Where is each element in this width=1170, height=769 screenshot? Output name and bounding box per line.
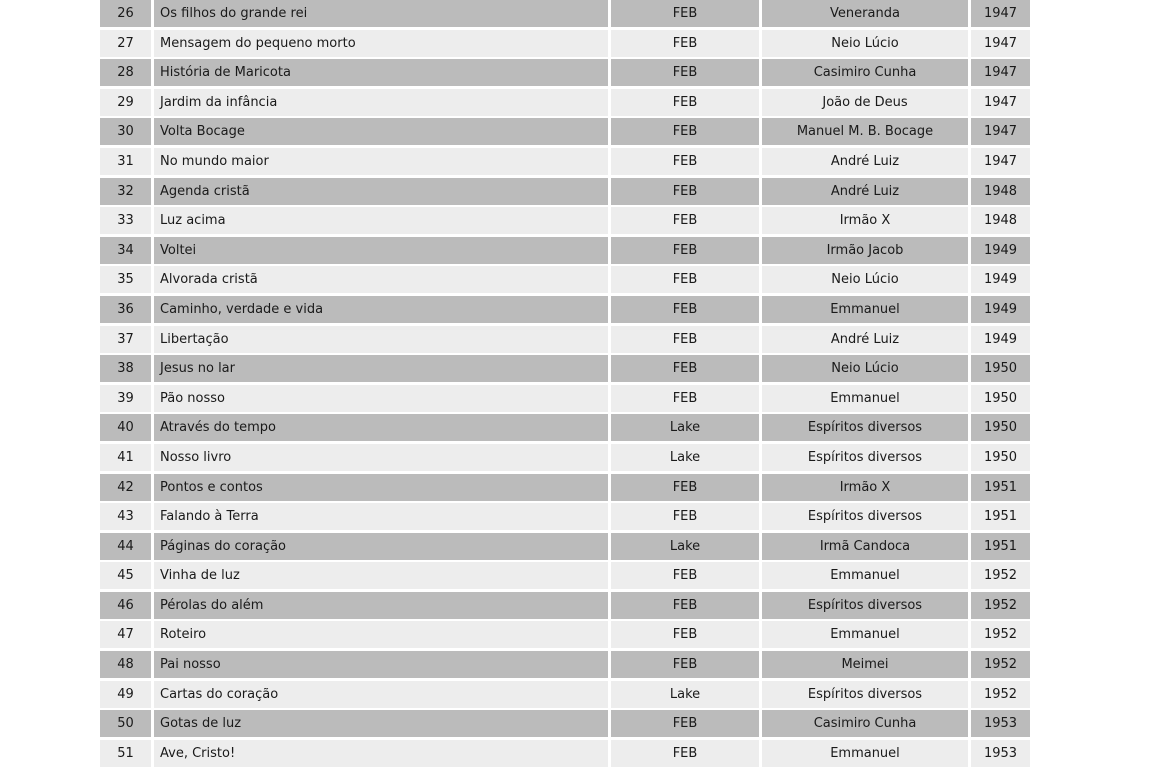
table-row bbox=[100, 503, 1030, 530]
book-title-cell: Agenda cristã bbox=[154, 178, 608, 205]
book-title-cell: Jardim da infância bbox=[154, 89, 608, 116]
table-row bbox=[100, 0, 1030, 27]
year-cell: 1947 bbox=[971, 0, 1030, 27]
author-cell: André Luiz bbox=[762, 148, 968, 175]
book-title-cell: Roteiro bbox=[154, 621, 608, 648]
book-title-cell: Luz acima bbox=[154, 207, 608, 234]
year-cell: 1949 bbox=[971, 326, 1030, 353]
author-cell: Emmanuel bbox=[762, 385, 968, 412]
publisher-cell: FEB bbox=[611, 0, 759, 27]
author-cell: Espíritos diversos bbox=[762, 681, 968, 708]
author-cell: Espíritos diversos bbox=[762, 503, 968, 530]
table-row bbox=[100, 266, 1030, 293]
publisher-cell: FEB bbox=[611, 355, 759, 382]
book-title-cell: Pérolas do além bbox=[154, 592, 608, 619]
year-cell: 1951 bbox=[971, 533, 1030, 560]
author-cell: Emmanuel bbox=[762, 562, 968, 589]
author-cell: Irmão Jacob bbox=[762, 237, 968, 264]
year-cell: 1947 bbox=[971, 89, 1030, 116]
publisher-cell: FEB bbox=[611, 118, 759, 145]
publisher-cell: FEB bbox=[611, 30, 759, 57]
author-cell: Manuel M. B. Bocage bbox=[762, 118, 968, 145]
author-cell: João de Deus bbox=[762, 89, 968, 116]
publisher-cell: FEB bbox=[611, 237, 759, 264]
book-number-cell: 44 bbox=[100, 533, 151, 560]
table-row bbox=[100, 89, 1030, 116]
publisher-cell: FEB bbox=[611, 474, 759, 501]
book-number-cell: 34 bbox=[100, 237, 151, 264]
author-cell: Emmanuel bbox=[762, 621, 968, 648]
author-cell: Meimei bbox=[762, 651, 968, 678]
year-cell: 1948 bbox=[971, 178, 1030, 205]
book-title-cell: Vinha de luz bbox=[154, 562, 608, 589]
publisher-cell: FEB bbox=[611, 326, 759, 353]
book-number-cell: 33 bbox=[100, 207, 151, 234]
year-cell: 1952 bbox=[971, 651, 1030, 678]
year-cell: 1950 bbox=[971, 444, 1030, 471]
book-number-cell: 38 bbox=[100, 355, 151, 382]
publisher-cell: Lake bbox=[611, 533, 759, 560]
book-number-cell: 45 bbox=[100, 562, 151, 589]
books-table bbox=[100, 0, 1030, 769]
book-title-cell: História de Maricota bbox=[154, 59, 608, 86]
book-title-cell: Volta Bocage bbox=[154, 118, 608, 145]
publisher-cell: FEB bbox=[611, 89, 759, 116]
author-cell: André Luiz bbox=[762, 178, 968, 205]
book-title-cell: Pão nosso bbox=[154, 385, 608, 412]
author-cell: Espíritos diversos bbox=[762, 444, 968, 471]
book-title-cell: Libertação bbox=[154, 326, 608, 353]
table-row bbox=[100, 355, 1030, 382]
author-cell: Irmão X bbox=[762, 207, 968, 234]
table-row bbox=[100, 444, 1030, 471]
book-number-cell: 35 bbox=[100, 266, 151, 293]
book-title-cell: Através do tempo bbox=[154, 414, 608, 441]
table-row bbox=[100, 533, 1030, 560]
book-number-cell: 31 bbox=[100, 148, 151, 175]
year-cell: 1951 bbox=[971, 474, 1030, 501]
book-title-cell: No mundo maior bbox=[154, 148, 608, 175]
year-cell: 1947 bbox=[971, 148, 1030, 175]
book-title-cell: Nosso livro bbox=[154, 444, 608, 471]
book-title-cell: Jesus no lar bbox=[154, 355, 608, 382]
book-number-cell: 36 bbox=[100, 296, 151, 323]
table-row bbox=[100, 59, 1030, 86]
table-row bbox=[100, 651, 1030, 678]
table-row bbox=[100, 178, 1030, 205]
book-title-cell: Os filhos do grande rei bbox=[154, 0, 608, 27]
publisher-cell: Lake bbox=[611, 414, 759, 441]
publisher-cell: FEB bbox=[611, 740, 759, 767]
publisher-cell: FEB bbox=[611, 562, 759, 589]
book-number-cell: 26 bbox=[100, 0, 151, 27]
book-number-cell: 50 bbox=[100, 710, 151, 737]
publisher-cell: FEB bbox=[611, 592, 759, 619]
table-row bbox=[100, 326, 1030, 353]
publisher-cell: FEB bbox=[611, 503, 759, 530]
author-cell: Casimiro Cunha bbox=[762, 59, 968, 86]
publisher-cell: Lake bbox=[611, 681, 759, 708]
book-number-cell: 41 bbox=[100, 444, 151, 471]
year-cell: 1950 bbox=[971, 414, 1030, 441]
year-cell: 1949 bbox=[971, 296, 1030, 323]
table-row bbox=[100, 207, 1030, 234]
book-number-cell: 29 bbox=[100, 89, 151, 116]
publisher-cell: FEB bbox=[611, 621, 759, 648]
book-number-cell: 51 bbox=[100, 740, 151, 767]
book-number-cell: 42 bbox=[100, 474, 151, 501]
year-cell: 1947 bbox=[971, 118, 1030, 145]
author-cell: Veneranda bbox=[762, 0, 968, 27]
year-cell: 1953 bbox=[971, 740, 1030, 767]
author-cell: Irmã Candoca bbox=[762, 533, 968, 560]
year-cell: 1950 bbox=[971, 355, 1030, 382]
book-number-cell: 40 bbox=[100, 414, 151, 441]
book-number-cell: 48 bbox=[100, 651, 151, 678]
publisher-cell: FEB bbox=[611, 207, 759, 234]
book-title-cell: Mensagem do pequeno morto bbox=[154, 30, 608, 57]
book-title-cell: Falando à Terra bbox=[154, 503, 608, 530]
table-row bbox=[100, 740, 1030, 767]
book-number-cell: 43 bbox=[100, 503, 151, 530]
publisher-cell: FEB bbox=[611, 296, 759, 323]
book-number-cell: 39 bbox=[100, 385, 151, 412]
book-number-cell: 46 bbox=[100, 592, 151, 619]
table-row bbox=[100, 681, 1030, 708]
book-title-cell: Pontos e contos bbox=[154, 474, 608, 501]
table-row bbox=[100, 414, 1030, 441]
author-cell: Espíritos diversos bbox=[762, 592, 968, 619]
year-cell: 1949 bbox=[971, 237, 1030, 264]
author-cell: Neio Lúcio bbox=[762, 30, 968, 57]
book-number-cell: 47 bbox=[100, 621, 151, 648]
table-row bbox=[100, 30, 1030, 57]
book-number-cell: 49 bbox=[100, 681, 151, 708]
table-row bbox=[100, 237, 1030, 264]
book-number-cell: 37 bbox=[100, 326, 151, 353]
table-row bbox=[100, 710, 1030, 737]
author-cell: Emmanuel bbox=[762, 296, 968, 323]
table-row bbox=[100, 474, 1030, 501]
book-number-cell: 32 bbox=[100, 178, 151, 205]
book-number-cell: 30 bbox=[100, 118, 151, 145]
publisher-cell: FEB bbox=[611, 266, 759, 293]
author-cell: André Luiz bbox=[762, 326, 968, 353]
year-cell: 1949 bbox=[971, 266, 1030, 293]
publisher-cell: FEB bbox=[611, 59, 759, 86]
book-number-cell: 28 bbox=[100, 59, 151, 86]
table-row bbox=[100, 621, 1030, 648]
publisher-cell: FEB bbox=[611, 385, 759, 412]
book-title-cell: Pai nosso bbox=[154, 651, 608, 678]
year-cell: 1947 bbox=[971, 59, 1030, 86]
book-title-cell: Voltei bbox=[154, 237, 608, 264]
book-title-cell: Páginas do coração bbox=[154, 533, 608, 560]
author-cell: Casimiro Cunha bbox=[762, 710, 968, 737]
table-row bbox=[100, 118, 1030, 145]
year-cell: 1953 bbox=[971, 710, 1030, 737]
year-cell: 1951 bbox=[971, 503, 1030, 530]
author-cell: Irmão X bbox=[762, 474, 968, 501]
book-number-cell: 27 bbox=[100, 30, 151, 57]
publisher-cell: Lake bbox=[611, 444, 759, 471]
publisher-cell: FEB bbox=[611, 178, 759, 205]
author-cell: Espíritos diversos bbox=[762, 414, 968, 441]
table-row bbox=[100, 148, 1030, 175]
book-title-cell: Caminho, verdade e vida bbox=[154, 296, 608, 323]
year-cell: 1952 bbox=[971, 681, 1030, 708]
author-cell: Neio Lúcio bbox=[762, 355, 968, 382]
year-cell: 1950 bbox=[971, 385, 1030, 412]
year-cell: 1947 bbox=[971, 30, 1030, 57]
table-row bbox=[100, 592, 1030, 619]
book-title-cell: Cartas do coração bbox=[154, 681, 608, 708]
author-cell: Neio Lúcio bbox=[762, 266, 968, 293]
table-row bbox=[100, 562, 1030, 589]
table-row bbox=[100, 296, 1030, 323]
year-cell: 1952 bbox=[971, 621, 1030, 648]
book-title-cell: Gotas de luz bbox=[154, 710, 608, 737]
author-cell: Emmanuel bbox=[762, 740, 968, 767]
book-title-cell: Alvorada cristã bbox=[154, 266, 608, 293]
publisher-cell: FEB bbox=[611, 148, 759, 175]
publisher-cell: FEB bbox=[611, 651, 759, 678]
year-cell: 1952 bbox=[971, 592, 1030, 619]
year-cell: 1952 bbox=[971, 562, 1030, 589]
year-cell: 1948 bbox=[971, 207, 1030, 234]
publisher-cell: FEB bbox=[611, 710, 759, 737]
table-row bbox=[100, 385, 1030, 412]
book-title-cell: Ave, Cristo! bbox=[154, 740, 608, 767]
